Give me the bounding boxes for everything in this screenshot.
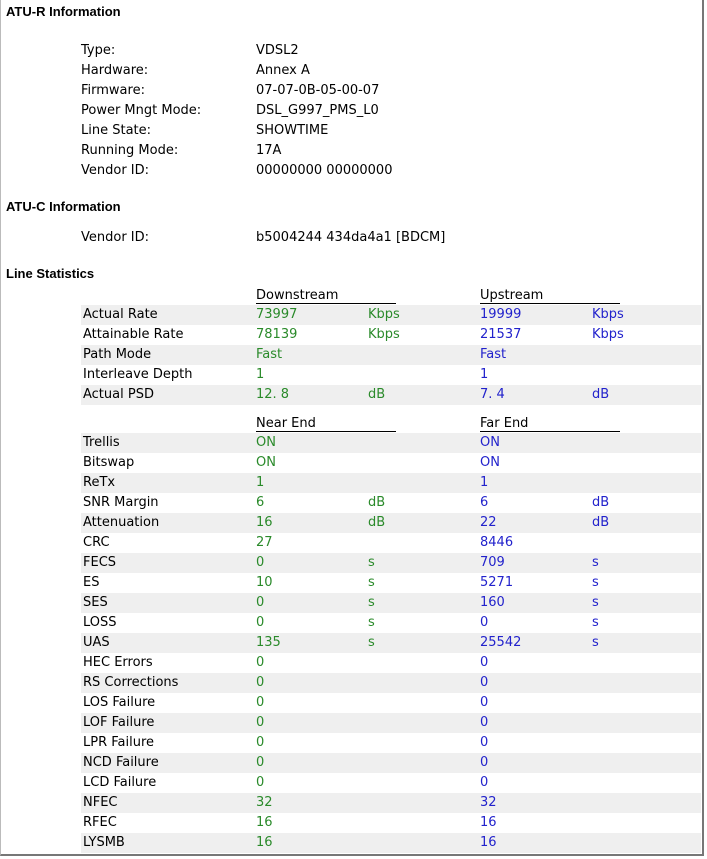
info-label: Vendor ID: <box>81 163 150 178</box>
up-value: 0 <box>480 755 489 770</box>
stats-row <box>81 653 701 673</box>
up-unit: dB <box>592 495 610 510</box>
stat-label: NFEC <box>83 795 118 810</box>
down-value: 10 <box>256 575 273 590</box>
stat-label: Interleave Depth <box>83 367 193 382</box>
down-value: 0 <box>256 755 265 770</box>
stats-row <box>81 693 701 713</box>
info-label: Line State: <box>81 123 152 138</box>
up-value: 0 <box>480 675 489 690</box>
up-value: 0 <box>480 615 489 630</box>
down-unit: dB <box>368 387 386 402</box>
info-value: VDSL2 <box>256 43 299 58</box>
up-value: 0 <box>480 695 489 710</box>
info-value: 00000000 00000000 <box>256 163 393 178</box>
stats-row <box>81 325 701 345</box>
stats-row <box>81 385 701 405</box>
up-value: 16 <box>480 815 497 830</box>
down-unit: Kbps <box>368 307 400 322</box>
stats-row <box>81 613 701 633</box>
stat-label: Actual PSD <box>83 387 154 402</box>
down-value: ON <box>256 455 276 470</box>
down-value: 0 <box>256 675 265 690</box>
up-value: 1 <box>480 475 489 490</box>
stats-row <box>81 573 701 593</box>
info-value: b5004244 434da4a1 [BDCM] <box>256 230 446 245</box>
down-value: 16 <box>256 815 273 830</box>
up-value: 160 <box>480 595 505 610</box>
down-unit: Kbps <box>368 327 400 342</box>
far-end-header: Far End <box>480 416 620 432</box>
down-unit: s <box>368 595 375 610</box>
stat-label: Bitswap <box>83 455 135 470</box>
stats-row <box>81 733 701 753</box>
down-unit: s <box>368 555 375 570</box>
up-value: 19999 <box>480 307 522 322</box>
stat-label: LCD Failure <box>83 775 157 790</box>
up-unit: Kbps <box>592 307 624 322</box>
up-value: 0 <box>480 775 489 790</box>
info-label: Running Mode: <box>81 143 179 158</box>
stat-label: CRC <box>83 535 110 550</box>
stat-label: Path Mode <box>83 347 152 362</box>
up-value: ON <box>480 455 500 470</box>
stat-label: Actual Rate <box>83 307 158 322</box>
stats-row <box>81 833 701 853</box>
downstream-header: Downstream <box>256 288 396 304</box>
down-unit: s <box>368 635 375 650</box>
stats-row <box>81 513 701 533</box>
info-label: Power Mngt Mode: <box>81 103 202 118</box>
stat-label: LOSS <box>83 615 117 630</box>
stat-label: Attenuation <box>83 515 160 530</box>
down-unit: s <box>368 575 375 590</box>
up-unit: s <box>592 635 599 650</box>
stat-label: LYSMB <box>83 835 125 850</box>
up-value: 32 <box>480 795 497 810</box>
up-unit: dB <box>592 387 610 402</box>
info-value: 07-07-0B-05-00-07 <box>256 83 380 98</box>
stats-row <box>81 453 701 473</box>
up-value: 5271 <box>480 575 514 590</box>
down-unit: s <box>368 615 375 630</box>
stats-row <box>81 553 701 573</box>
up-unit: s <box>592 595 599 610</box>
up-value: 16 <box>480 835 497 850</box>
down-value: 16 <box>256 835 273 850</box>
up-value: 0 <box>480 715 489 730</box>
stat-label: SES <box>83 595 108 610</box>
stats-row <box>81 753 701 773</box>
stat-label: UAS <box>83 635 110 650</box>
info-value: SHOWTIME <box>256 123 329 138</box>
upstream-header: Upstream <box>480 288 620 304</box>
stats-row <box>81 813 701 833</box>
stats-row <box>81 365 701 385</box>
stats-row <box>81 305 701 325</box>
down-value: 0 <box>256 735 265 750</box>
up-value: 8446 <box>480 535 514 550</box>
stats-row <box>81 433 701 453</box>
stat-label: ReTx <box>83 475 116 490</box>
info-value: DSL_G997_PMS_L0 <box>256 103 379 118</box>
atu-r-title: ATU-R Information <box>6 4 121 19</box>
up-value: 0 <box>480 735 489 750</box>
stat-label: ES <box>83 575 100 590</box>
stats-row <box>81 533 701 553</box>
stat-label: LPR Failure <box>83 735 155 750</box>
atu-c-title: ATU-C Information <box>6 199 121 214</box>
down-value: 0 <box>256 655 265 670</box>
stat-label: HEC Errors <box>83 655 153 670</box>
stat-label: Attainable Rate <box>83 327 184 342</box>
up-value: 21537 <box>480 327 522 342</box>
stats-row <box>81 773 701 793</box>
down-value: 0 <box>256 555 265 570</box>
info-value: Annex A <box>256 63 310 78</box>
up-unit: s <box>592 575 599 590</box>
stat-label: SNR Margin <box>83 495 159 510</box>
down-value: 1 <box>256 367 265 382</box>
down-value: 1 <box>256 475 265 490</box>
down-value: 27 <box>256 535 273 550</box>
down-value: 0 <box>256 595 265 610</box>
info-label: Hardware: <box>81 63 149 78</box>
up-value: 22 <box>480 515 497 530</box>
stats-row <box>81 473 701 493</box>
stat-label: FECS <box>83 555 117 570</box>
info-label: Firmware: <box>81 83 145 98</box>
info-label: Type: <box>81 43 116 58</box>
down-value: Fast <box>256 347 283 362</box>
info-value: 17A <box>256 143 282 158</box>
up-unit: Kbps <box>592 327 624 342</box>
stats-row <box>81 673 701 693</box>
up-value: 25542 <box>480 635 522 650</box>
line-stats-title: Line Statistics <box>6 266 95 281</box>
down-value: 73997 <box>256 307 298 322</box>
up-unit: dB <box>592 515 610 530</box>
stats-row <box>81 493 701 513</box>
down-value: 16 <box>256 515 273 530</box>
stat-label: RS Corrections <box>83 675 179 690</box>
up-value: 6 <box>480 495 489 510</box>
down-value: 32 <box>256 795 273 810</box>
down-value: 135 <box>256 635 281 650</box>
stat-label: RFEC <box>83 815 117 830</box>
stat-label: LOS Failure <box>83 695 156 710</box>
down-unit: dB <box>368 495 386 510</box>
down-value: 0 <box>256 695 265 710</box>
down-value: 0 <box>256 715 265 730</box>
stats-row <box>81 633 701 653</box>
near-end-header: Near End <box>256 416 396 432</box>
up-unit: s <box>592 615 599 630</box>
stat-label: LOF Failure <box>83 715 155 730</box>
up-value: Fast <box>480 347 507 362</box>
stats-row <box>81 793 701 813</box>
down-unit: dB <box>368 515 386 530</box>
stats-row <box>81 713 701 733</box>
up-value: 7. 4 <box>480 387 505 402</box>
down-value: 12. 8 <box>256 387 290 402</box>
down-value: 6 <box>256 495 265 510</box>
stat-label: Trellis <box>83 435 120 450</box>
up-value: ON <box>480 435 500 450</box>
down-value: 0 <box>256 775 265 790</box>
stats-row <box>81 593 701 613</box>
up-unit: s <box>592 555 599 570</box>
down-value: ON <box>256 435 276 450</box>
stat-label: NCD Failure <box>83 755 159 770</box>
info-label: Vendor ID: <box>81 230 150 245</box>
down-value: 78139 <box>256 327 298 342</box>
down-value: 0 <box>256 615 265 630</box>
stats-row <box>81 345 701 365</box>
up-value: 0 <box>480 655 489 670</box>
up-value: 1 <box>480 367 489 382</box>
up-value: 709 <box>480 555 505 570</box>
